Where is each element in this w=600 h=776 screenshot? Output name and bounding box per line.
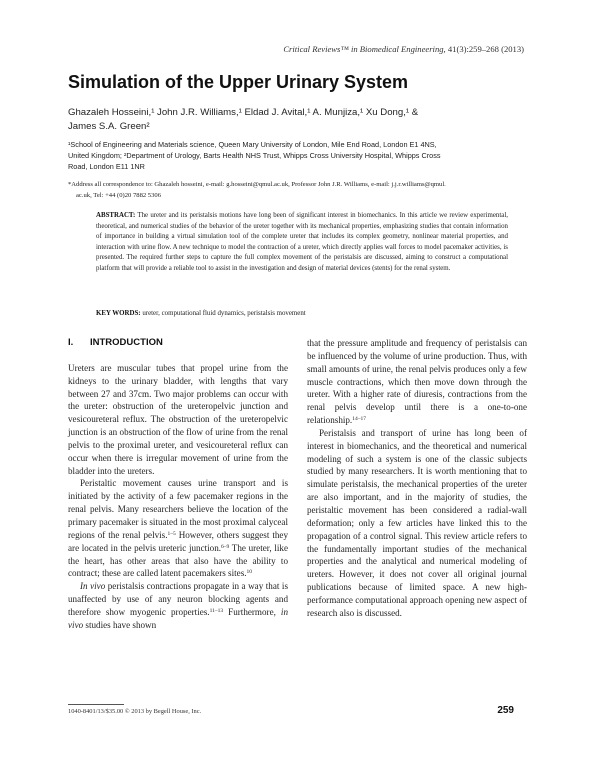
- article-title: Simulation of the Upper Urinary System: [68, 72, 409, 92]
- paragraph-2: [68, 477, 288, 580]
- affiliations: [68, 139, 538, 172]
- author-line-1: Ghazaleh Hosseini,¹ John J.R. Williams,¹ Eldad J. Avital,¹ A. Munjiza,¹ Xu Dong,¹ &: [68, 107, 419, 118]
- paragraph-2-text-a: Peristaltic movement causes urine transport and is initiated by the activity of a few pacemaker regions in the renal pelvis. Many researchers believe the location of the primary pacemaker is situated in the most proximal calyceal regions of the renal pelvis.: [68, 478, 288, 540]
- paragraph-1: Ureters are muscular tubes that propel urine from the kidneys to the urinary bladder, with lengths that vary between 27 and 37cm. Two major problems can occur with the ureter: obstruction of the ureteropelvic junction and vesicoureteral reflux. The obstruction of the ureteropelvic junction is an obstruction of the flow of urine from the renal pelvis to the proximal ureter, and vesicoureteral reflux can occur when there is irregular movement of urine from the bladder into the ureters.: [68, 362, 288, 476]
- author-list: [68, 106, 538, 134]
- abstract: [96, 211, 508, 274]
- paragraph-3-text-b: Furthermore,: [223, 606, 281, 617]
- section-title: INTRODUCTION: [90, 337, 163, 348]
- citation-ref: 1–5: [167, 530, 176, 537]
- section-heading: [68, 337, 288, 350]
- citation-ref: 14–17: [352, 416, 366, 423]
- affiliation-line-2: United Kingdom; ²Department of Urology, Barts Health NHS Trust, Whipps Cross University Hospital, Whipps Cross: [68, 151, 441, 160]
- journal-citation: 41(3):259–268 (2013): [447, 44, 524, 54]
- page-number: 259: [497, 705, 514, 716]
- running-header: [283, 44, 524, 54]
- paragraph-2-text-b: However, others suggest they are located in the pelvis ureteric junction.: [68, 529, 288, 553]
- affiliation-line-1: ¹School of Engineering and Materials science, Queen Mary University of London, Mile End Road, London E1 4NS,: [68, 140, 437, 149]
- paragraph-3: [68, 580, 288, 631]
- paragraph-3-text-c: that the pressure amplitude and frequency of peristalsis can be influenced by the volume of urine production. Thus, with small amounts of urine, the renal pelvis produces only a few muscle contractions, which then move down through the ureter. With a higher rate of diuresis, contractions from the renal pelvis develop until there is a one-to-one relationship.: [307, 338, 527, 426]
- keywords-label: KEY WORDS:: [96, 310, 141, 317]
- paragraph-3-text-c-start: studies have shown: [83, 619, 157, 630]
- copyright-line: 1040-8401/13/$35.00 © 2013 by Begell House, Inc.: [68, 708, 202, 715]
- paragraph-3-text-a: peristalsis contractions propagate in a way that is unaffected by use of any neuron blocking agents and therefore show myogenic properties.: [68, 581, 288, 617]
- paragraph-4: Peristalsis and transport of urine has long been of interest in biomechanics, and the theoretical and numerical modeling of such a system is one of the classic subjects studied by many researchers. It is worth mentioning that to simulate peristalsis, the mechanical properties of the ureter are also important, and in the majority of studies, the peristaltic movement has been considered a radial-wall deformation; only a few articles have linked this to the propagation of a control signal. This review article refers to the fundamentally important studies of the mechanical properties and the analytical and numerical modeling of ureters. However, it does not cover all original journal publications because of limited space. A new high-performance computational approach opening new aspect of research also is discussed.: [307, 427, 527, 618]
- keywords-text: ureter, computational fluid dynamics, peristalsis movement: [142, 310, 306, 317]
- citation-ref: 6–9: [221, 543, 230, 550]
- section-number: I.: [68, 337, 74, 348]
- body-column-right: [307, 337, 527, 620]
- affiliation-line-3: Road, London E11 1NR: [68, 162, 145, 171]
- correspondence-line-1: *Address all correspondence to: Ghazaleh hosseini, e-mail: g.hosseini@qmul.ac.uk, Professor John J.R. Williams, e-mail: j.j.r.williams@qmul.: [68, 181, 446, 188]
- abstract-text: The ureter and its peristalsis motions have long been of significant interest in biomechanics. In this article we review experimental, theoretical, and numerical studies of the behavior of the ureter together with its mechanical properties, emphasizing studies that contain information of importance in building a virtual simulation tool of the complete ureter that includes its complex geometry, nonlinear material properties, and interaction with urine flow. A new technique to model the contraction of a ureter, which directly applies wall forces to model pacemaker activities, is presented. The required further steps to capture the full complex movement of the peristalsis are discussed, aiming to construct a computational platform that will provide a reliable tool to assist in the investigation and design of material devices (stents) for the renal system.: [96, 212, 508, 272]
- paragraph-2-text-c: The ureter, like the heart, has other areas that also have the ability to contract; these are called latent pacemakers sites.: [68, 542, 288, 579]
- body-column-left: [68, 337, 288, 632]
- citation-ref: 11–13: [209, 607, 224, 614]
- citation-ref: 10: [246, 569, 253, 576]
- footer-divider: [68, 704, 124, 705]
- journal-name: Critical Reviews™ in Biomedical Engineering,: [283, 44, 446, 54]
- correspondence-line-2: ac.uk, Tel: +44 (0)20 7882 5306: [76, 191, 161, 199]
- abstract-label: ABSTRACT:: [96, 212, 136, 219]
- italic-in-vivo: in vivo: [68, 606, 288, 630]
- paragraph-3-continued: [307, 337, 527, 427]
- italic-in-vivo: In vivo: [80, 581, 106, 592]
- keywords: [96, 310, 508, 317]
- author-line-2: James S.A. Green²: [68, 121, 150, 132]
- correspondence-note: [68, 180, 538, 201]
